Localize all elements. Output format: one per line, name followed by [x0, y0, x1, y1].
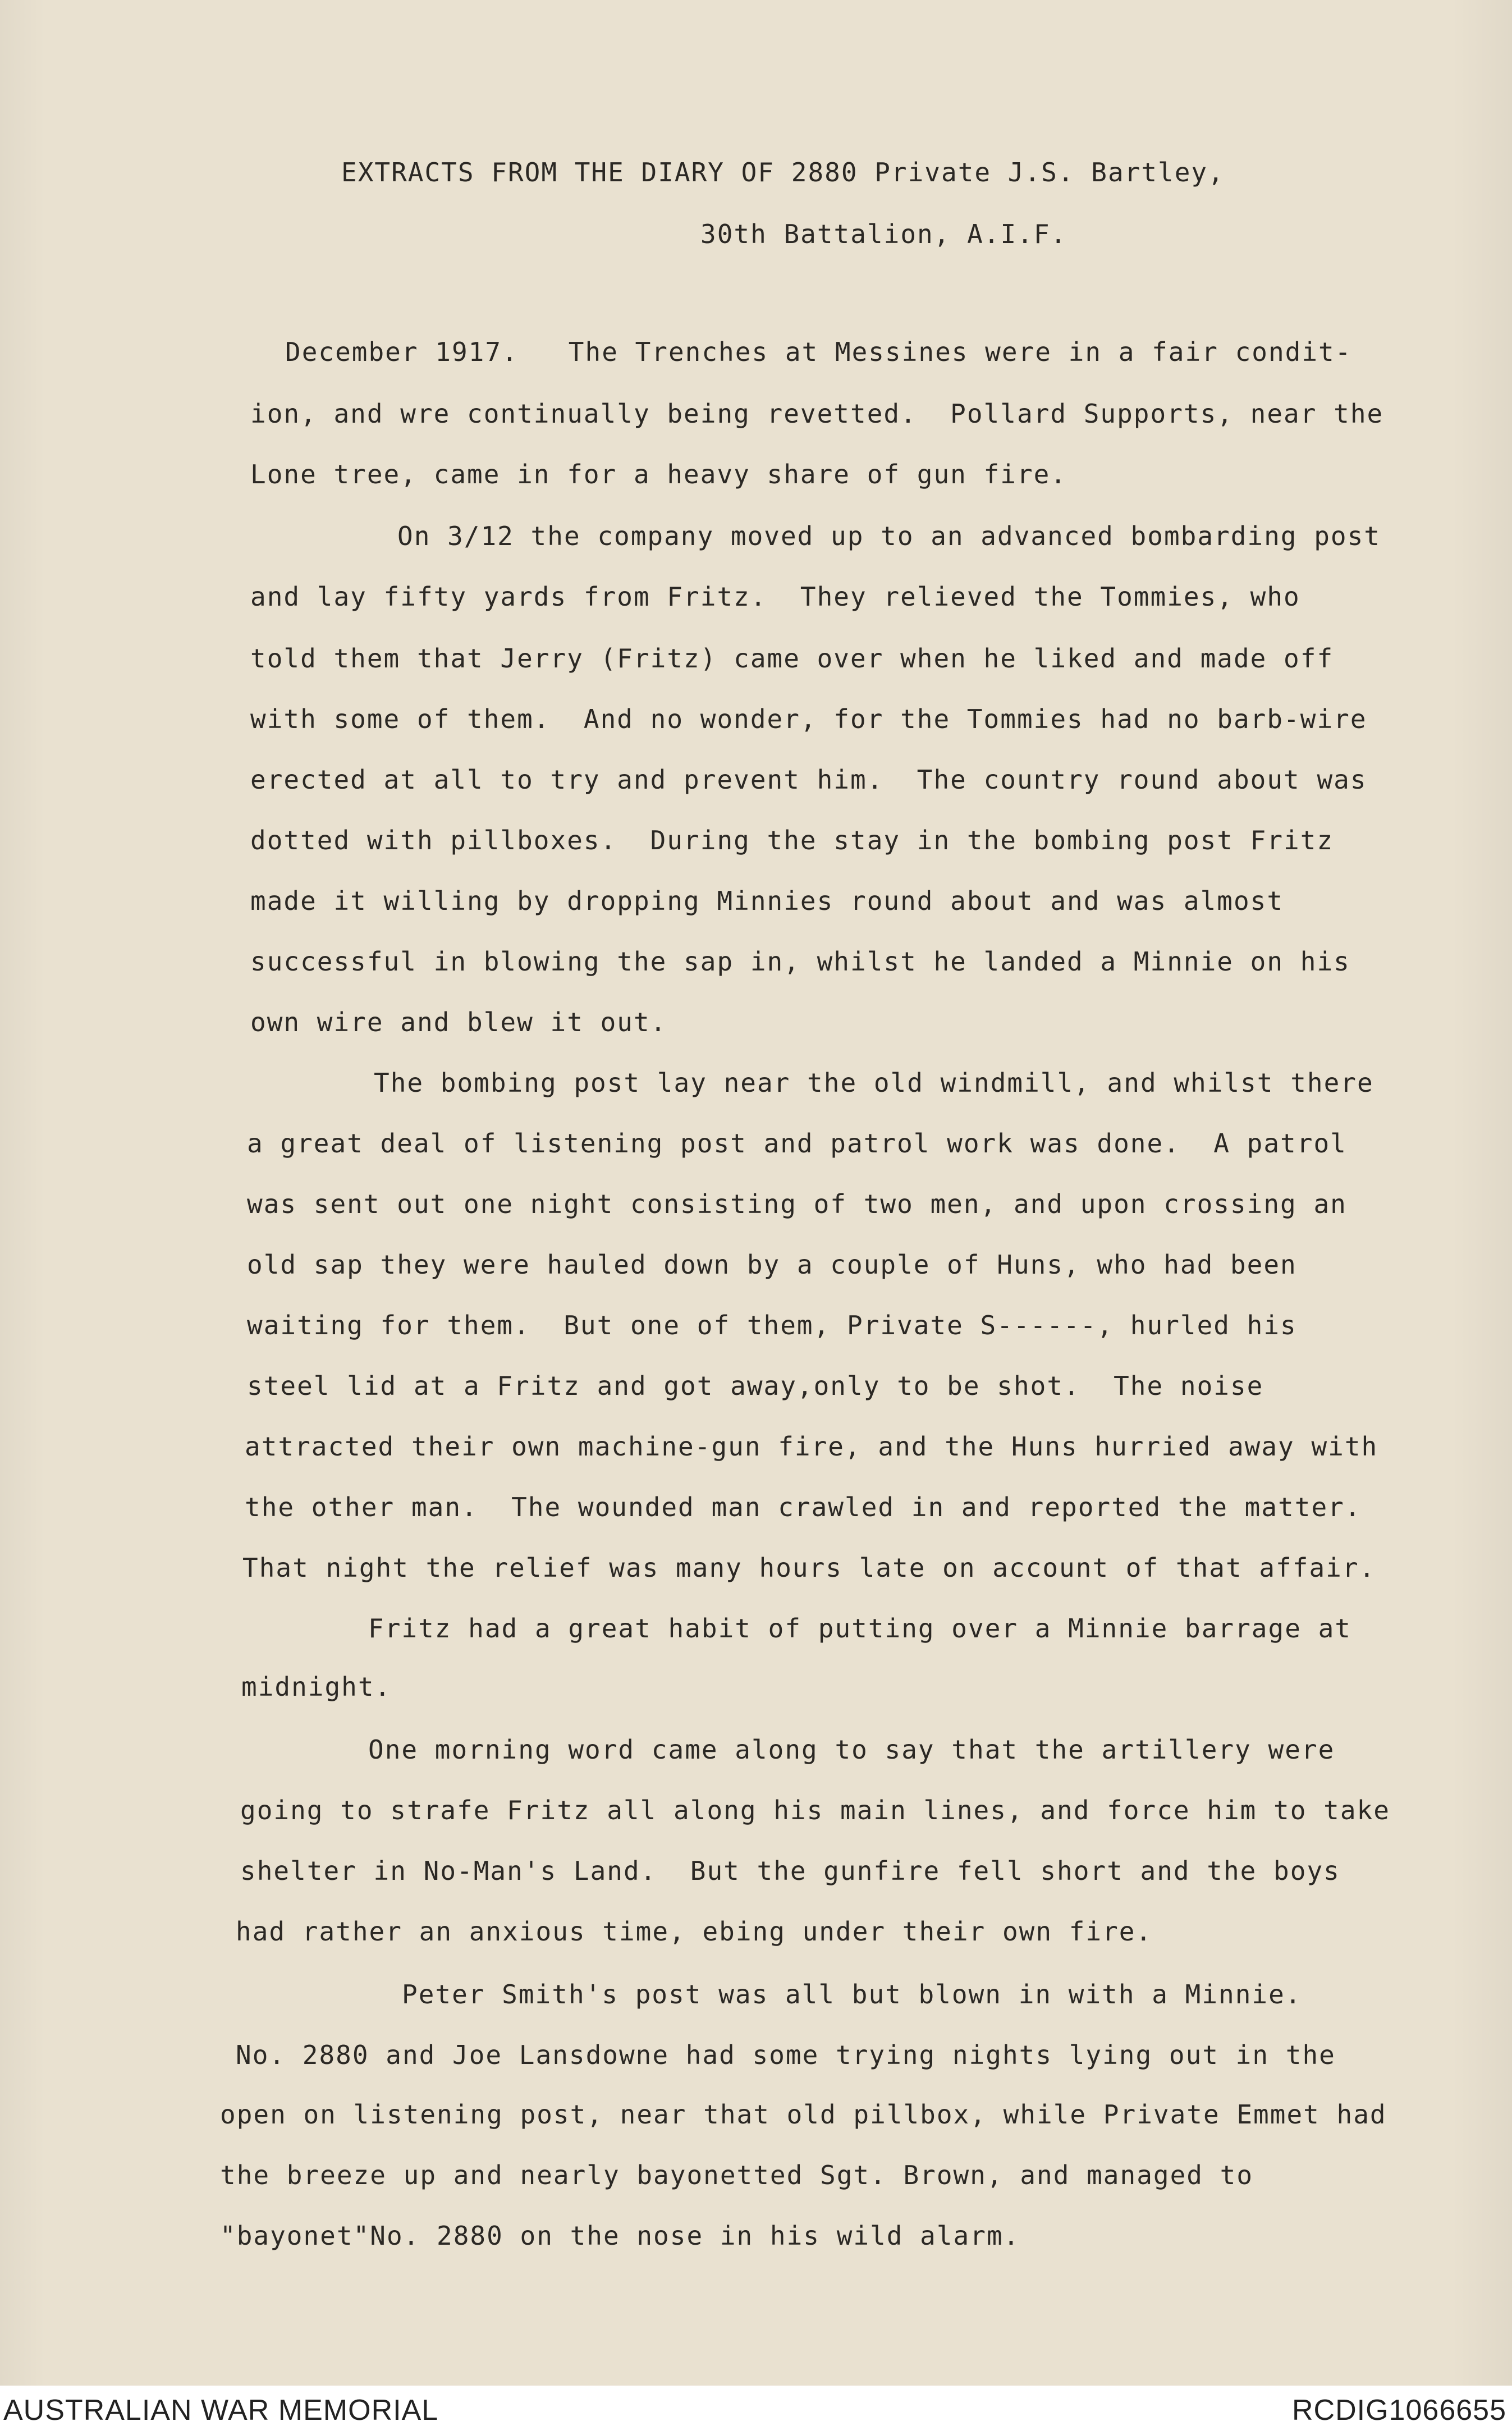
body-line: told them that Jerry (Fritz) came over when he liked and made off	[250, 643, 1334, 674]
body-line: successful in blowing the sap in, whilst he landed a Minnie on his	[250, 946, 1350, 977]
document-title-line-1: EXTRACTS FROM THE DIARY OF 2880 Private J.S. Bartley,	[341, 157, 1225, 187]
body-line: erected at all to try and prevent him. The country round about was	[250, 765, 1367, 795]
body-line: open on listening post, near that old pillbox, while Private Emmet had	[220, 2099, 1387, 2130]
body-line: December 1917. The Trenches at Messines were in a fair condit-	[285, 337, 1352, 367]
body-line: No. 2880 and Joe Lansdowne had some trying nights lying out in the	[236, 2040, 1336, 2070]
body-line: That night the relief was many hours late on account of that affair.	[242, 1553, 1376, 1583]
body-line: the breeze up and nearly bayonetted Sgt. Brown, and managed to	[220, 2160, 1254, 2190]
body-line: and lay fifty yards from Fritz. They relieved the Tommies, who	[250, 582, 1300, 612]
body-line: One morning word came along to say that the artillery were	[368, 1734, 1335, 1765]
body-line: Lone tree, came in for a heavy share of gun fire.	[250, 459, 1067, 489]
body-line: ion, and wre continually being revetted. Pollard Supports, near the	[250, 399, 1384, 429]
body-line: old sap they were hauled down by a couple of Huns, who had been	[247, 1249, 1297, 1280]
footer-institution: AUSTRALIAN WAR MEMORIAL	[3, 2394, 439, 2427]
body-line: On 3/12 the company moved up to an advanced bombarding post	[397, 521, 1381, 551]
body-line: dotted with pillboxes. During the stay in the bombing post Fritz	[250, 825, 1334, 855]
body-line: "bayonet"No. 2880 on the nose in his wild alarm.	[220, 2221, 1020, 2251]
body-line: attracted their own machine-gun fire, and the Huns hurried away with	[245, 1431, 1378, 1462]
footer-record-id: RCDIG1066655	[1292, 2394, 1506, 2427]
body-line: waiting for them. But one of them, Private S------, hurled his	[247, 1310, 1297, 1340]
body-line: going to strafe Fritz all along his main lines, and force him to take	[240, 1795, 1390, 1825]
body-line: The bombing post lay near the old windmill, and whilst there	[374, 1068, 1374, 1098]
body-line: midnight.	[241, 1672, 392, 1702]
body-line: with some of them. And no wonder, for the Tommies had no barb-wire	[250, 704, 1367, 734]
body-line: had rather an anxious time, ebing under their own fire.	[236, 1916, 1153, 1947]
body-line: own wire and blew it out.	[250, 1007, 667, 1037]
body-line: made it willing by dropping Minnies round about and was almost	[250, 886, 1284, 916]
body-line: the other man. The wounded man crawled in and reported the matter.	[245, 1492, 1362, 1522]
body-line: steel lid at a Fritz and got away,only to be shot. The noise	[247, 1371, 1264, 1401]
body-line: a great deal of listening post and patrol work was done. A patrol	[247, 1128, 1347, 1159]
document-title-line-2: 30th Battalion, A.I.F.	[700, 219, 1067, 249]
body-line: Fritz had a great habit of putting over a Minnie barrage at	[368, 1613, 1351, 1644]
body-line: shelter in No-Man's Land. But the gunfire fell short and the boys	[240, 1856, 1340, 1886]
body-line: Peter Smith's post was all but blown in with a Minnie.	[402, 1979, 1302, 2010]
body-line: was sent out one night consisting of two men, and upon crossing an	[247, 1189, 1347, 1219]
